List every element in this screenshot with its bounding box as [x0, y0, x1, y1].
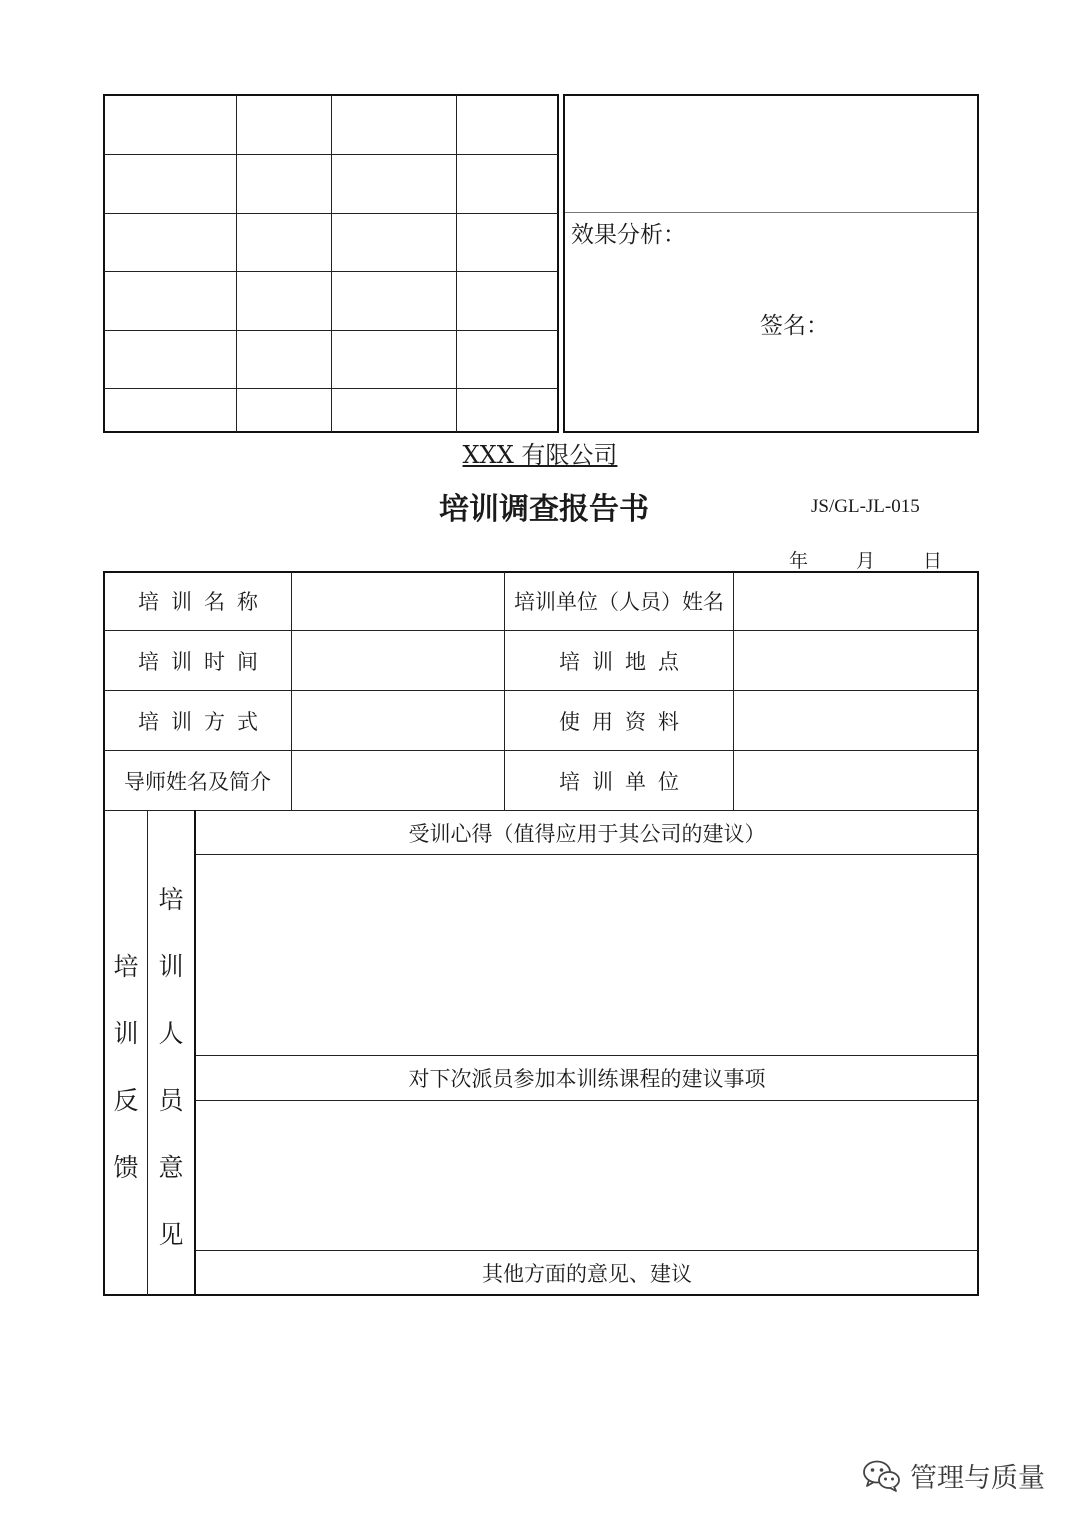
- feedback-char: 培: [113, 952, 139, 981]
- opinion-char: 训: [158, 952, 184, 981]
- section-next-course-title: 对下次派员参加本训练课程的建议事项: [408, 1067, 766, 1091]
- watermark-text: 管理与质量: [910, 1463, 1045, 1494]
- company-name: XXX 有限公司: [462, 441, 618, 469]
- effect-box-divider: [565, 212, 977, 213]
- opinion-char: 见: [158, 1220, 184, 1249]
- feedback-char: 反: [113, 1086, 139, 1115]
- materials-used-label: 使用资料: [559, 709, 691, 734]
- effect-analysis-box: [563, 94, 979, 433]
- form-hline: [196, 854, 978, 855]
- section-other-title: 其他方面的意见、建议: [482, 1261, 692, 1286]
- feedback-char: 训: [113, 1019, 139, 1048]
- watermark: [862, 1456, 1045, 1495]
- date-year: 年: [789, 550, 809, 572]
- instructor-info-label: 导师姓名及简介: [124, 769, 271, 794]
- grid-hline: [104, 154, 558, 155]
- document-code: JS/GL-JL-015: [811, 496, 920, 517]
- page-title: 培训调查报告书: [439, 492, 649, 527]
- opinion-char: 员: [158, 1086, 184, 1115]
- form-hline: [148, 1294, 195, 1296]
- training-time-label: 培训时间: [138, 649, 270, 674]
- date-month: 月: [856, 550, 876, 572]
- date-day: 日: [923, 550, 943, 572]
- training-name-label: 培训名称: [138, 590, 270, 614]
- effect-analysis-label: 效果分析：: [571, 222, 686, 248]
- grid-hline: [104, 271, 558, 272]
- training-unit-label: 培训单位: [559, 769, 691, 794]
- wechat-icon: [862, 1459, 902, 1493]
- opinion-char: 人: [158, 1019, 184, 1048]
- trainee-opinion-label: [148, 866, 194, 1268]
- opinion-char: 培: [158, 885, 184, 914]
- grid-vline: [456, 95, 457, 432]
- form-hline: [196, 1100, 978, 1101]
- training-location-label: 培训地点: [559, 649, 691, 674]
- grid-vline: [236, 95, 237, 432]
- training-feedback-label: [104, 933, 148, 1201]
- opinion-char: 意: [158, 1153, 184, 1182]
- grid-hline: [104, 330, 558, 331]
- training-unit-person-label: 培训单位（人员）姓名: [514, 590, 724, 614]
- grid-hline: [104, 213, 558, 214]
- grid-hline: [104, 388, 558, 389]
- signature-label: 签名：: [760, 313, 829, 339]
- section-learning-title: 受训心得（值得应用于其公司的建议）: [408, 821, 766, 846]
- form-vline: [194, 810, 196, 1296]
- training-method-label: 培训方式: [138, 709, 270, 734]
- grid-vline: [331, 95, 332, 432]
- feedback-char: 馈: [113, 1153, 139, 1182]
